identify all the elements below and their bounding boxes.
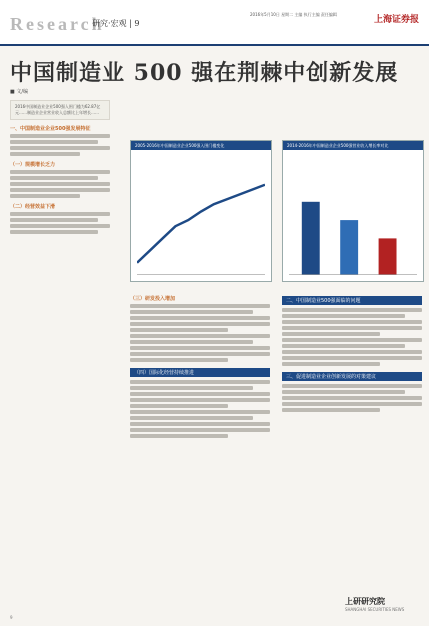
subhead-2: （一）规模增长乏力 <box>10 162 56 168</box>
article-lead: 2016中国制造业企业500强入围门槛为62.87亿元……制造业企业营业收入总额比上年增长…… <box>10 100 110 120</box>
newspaper-logo: 上海证券报 <box>373 15 419 25</box>
page-header <box>0 0 429 46</box>
chart-threshold <box>130 140 272 282</box>
chart-1-plot <box>137 153 265 275</box>
subhead-5: （四）国际化经营持续推进 <box>130 368 270 377</box>
article-author: ■ 文/编 <box>10 89 28 95</box>
column-right <box>282 290 422 414</box>
chart-1-title: 2005-2016年中国制造业企业500强入围门槛变化 <box>131 141 271 150</box>
footer-logo-line1: 上研研究院 <box>345 596 385 606</box>
issue-meta: 2016年5月10日 星期二 主编 执行主编 责任编辑 <box>250 12 337 17</box>
subhead-6: 二、中国制造业500强面临的问题 <box>282 296 422 305</box>
subhead-7: 三、促进制造业企业创新发展的对策建议 <box>282 372 422 381</box>
subhead-1: 一、中国制造业企业500强发展特征 <box>10 126 91 132</box>
chart-growth <box>282 140 424 282</box>
page-number: 9 <box>10 615 13 620</box>
research-brand: Research <box>10 14 105 34</box>
footer-logo-line2: SHANGHAI SECURITIES NEWS <box>345 607 405 612</box>
footer-logo <box>345 596 419 620</box>
subhead-3: （二）经营效益下滑 <box>10 204 56 210</box>
column-left <box>10 100 110 236</box>
column-middle <box>130 290 270 440</box>
subhead-4: （三）研发投入增加 <box>130 296 176 302</box>
article-title: 中国制造业 500 强在荆棘中创新发展 <box>10 60 399 86</box>
chart-2-title: 2014-2016年中国制造业企业500强营业收入增长率对比 <box>283 141 423 150</box>
chart-2-svg <box>289 153 417 275</box>
chart-2-plot <box>289 153 417 275</box>
section-label: 研究·宏观 | 9 <box>92 19 140 28</box>
chart-1-svg <box>137 153 265 275</box>
